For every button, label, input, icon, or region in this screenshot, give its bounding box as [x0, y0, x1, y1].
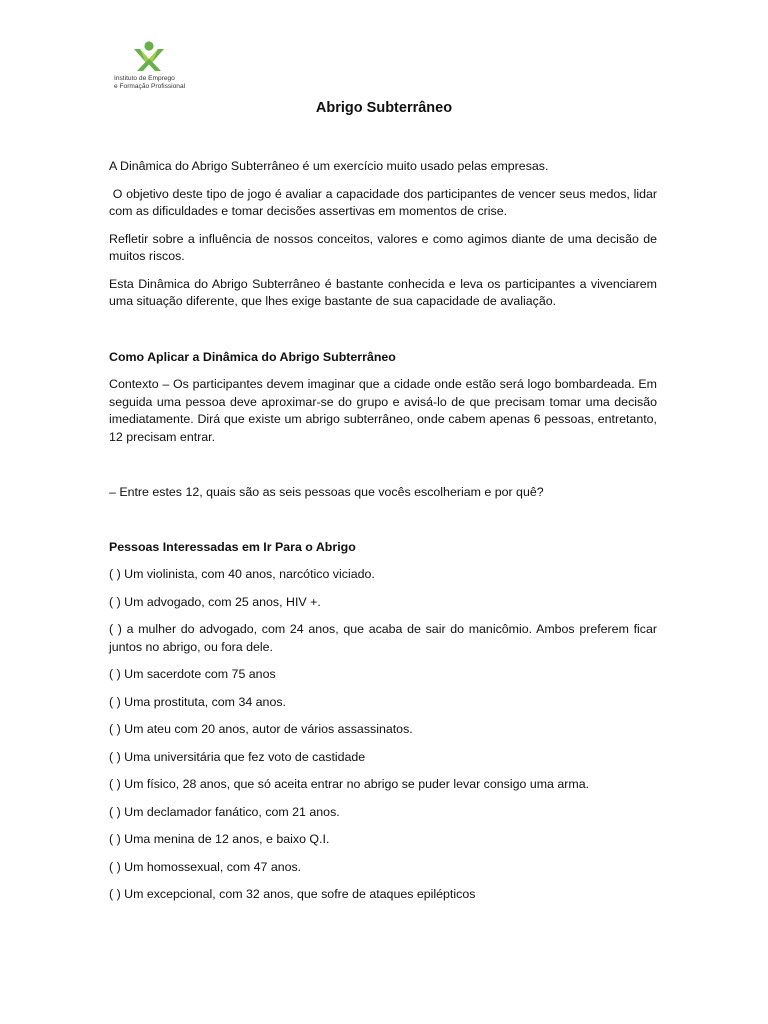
logo-line-2: e Formação Profissional	[114, 83, 186, 90]
list-item: ( ) Um homossexual, com 47 anos.	[109, 859, 302, 874]
document-body	[109, 158, 661, 904]
list-item: ( ) Um físico, 28 anos, que só aceita entrar no abrigo se puder levar consigo uma arma.	[109, 777, 590, 791]
intro-paragraph-4: Esta Dinâmica do Abrigo Subterrâneo é bastante conhecida e leva os participantes a vivenciarem uma situação diferente, que lhes exige bastante de sua capacidade de avaliação.	[109, 276, 657, 308]
list-item: ( ) Um excepcional, com 32 anos, que sofre de ataques epilépticos	[109, 887, 476, 901]
people-list	[109, 566, 657, 904]
list-item: ( ) Um violinista, com 40 anos, narcótico viciado.	[109, 567, 375, 581]
page-title: Abrigo Subterrâneo	[315, 100, 453, 116]
logo-line-1: Instituto de Emprego	[114, 75, 175, 82]
intro-paragraph-1: A Dinâmica do Abrigo Subterrâneo é um exercício muito usado pelas empresas.	[109, 159, 549, 173]
list-item: ( ) Um sacerdote com 75 anos	[109, 667, 276, 681]
list-item: ( ) Uma menina de 12 anos, e baixo Q.I.	[109, 832, 330, 846]
list-item: ( ) a mulher do advogado, com 24 anos, que acaba de sair do manicômio. Ambos preferem ficar juntos no abrigo, ou fora dele.	[109, 622, 657, 654]
section-heading-apply: Como Aplicar a Dinâmica do Abrigo Subterrâneo	[109, 349, 396, 364]
context-paragraph: Contexto – Os participantes devem imaginar que a cidade onde estão será logo bombardeada. Em seguida uma pessoa deve aproximar-se do grupo e avisá-lo de que precisam tomar uma decisão imediatamente. Dirá que existe um abrigo subterrâneo, onde cabem apenas 6 pessoas, entretanto, 12 precisam entrar.	[109, 377, 657, 444]
list-item: ( ) Uma universitária que fez voto de castidade	[109, 749, 366, 764]
logo-caption	[114, 75, 185, 91]
iefp-logo-mark-icon	[132, 40, 166, 72]
intro-paragraph-3: Refletir sobre a influência de nossos conceitos, valores e como agimos diante de uma decisão de muitos riscos.	[109, 231, 657, 263]
list-item: ( ) Uma prostituta, com 34 anos.	[109, 694, 286, 709]
list-item: ( ) Um advogado, com 25 anos, HIV +.	[109, 594, 321, 609]
list-item: ( ) Um declamador fanático, com 21 anos.	[109, 804, 340, 819]
section-heading-people: Pessoas Interessadas em Ir Para o Abrigo	[109, 539, 356, 554]
iefp-logo	[108, 40, 218, 96]
question-paragraph: – Entre estes 12, quais são as seis pessoas que vocês escolheriam e por quê?	[109, 485, 544, 499]
list-item: ( ) Um ateu com 20 anos, autor de vários assassinatos.	[109, 722, 413, 736]
intro-paragraph-2: O objetivo deste tipo de jogo é avaliar a capacidade dos participantes de vencer seus medos, lidar com as dificuldades e tomar decisões assertivas em momentos de crise.	[109, 186, 661, 218]
